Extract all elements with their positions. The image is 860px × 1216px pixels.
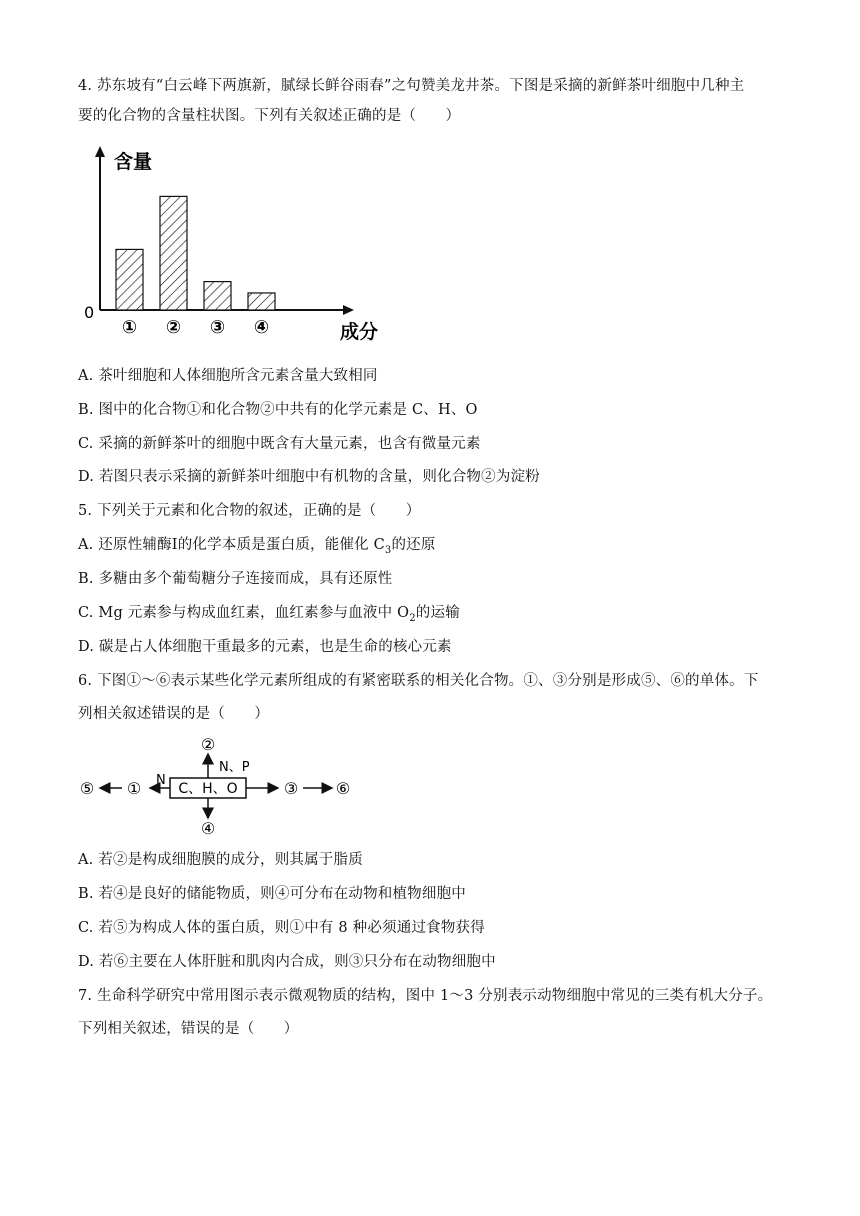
category-label-4: ④	[253, 317, 270, 338]
bar-2	[160, 196, 187, 310]
q6-stem-line2: 列相关叙述错误的是（ ）	[78, 706, 270, 722]
q5-stem: 5. 下列关于元素和化合物的叙述，正确的是（ ）	[78, 503, 421, 519]
q4-option-c: C. 采摘的新鲜茶叶的细胞中既含有大量元素，也含有微量元素	[78, 436, 481, 452]
q5-option-d: D. 碳是占人体细胞干重最多的元素，也是生命的核心元素	[78, 639, 452, 655]
bar-1	[116, 249, 143, 310]
node-3: ③	[283, 779, 299, 798]
node-5: ⑤	[79, 779, 95, 798]
q4-option-b: B. 图中的化合物①和化合物②中共有的化学元素是 C、H、O	[78, 402, 478, 418]
x-axis-arrow	[343, 305, 354, 315]
q6-option-b: B. 若④是良好的储能物质，则④可分布在动物和植物细胞中	[78, 886, 466, 902]
node-1: ①	[126, 779, 142, 798]
q5-option-a: A. 还原性辅酶Ⅰ的化学本质是蛋白质，能催化 $C_3$的还原	[78, 537, 436, 556]
category-label-2: ②	[165, 317, 182, 338]
q4-option-d: D. 若图只表示采摘的新鲜茶叶细胞中有机物的含量，则化合物②为淀粉	[78, 469, 540, 485]
q6-compound-diagram	[78, 732, 378, 840]
left-arrow-label: N	[156, 773, 166, 788]
q7-stem-line2: 下列相关叙述，错误的是（ ）	[78, 1021, 299, 1037]
category-label-3: ③	[209, 317, 226, 338]
bar-3	[204, 282, 231, 310]
q5-option-c: C. Mg 元素参与构成血红素，血红素参与血液中 $O_2$的运输	[78, 605, 460, 624]
q6-stem-line1: 6. 下图①～⑥表示某些化学元素所组成的有紧密联系的相关化合物。①、③分别是形成⑤、⑥的单体。下	[78, 673, 759, 689]
node-2: ②	[200, 735, 216, 754]
q6-option-a: A. 若②是构成细胞膜的成分，则其属于脂质	[78, 852, 363, 868]
x-axis-label: 成分	[340, 321, 379, 343]
top-arrow-label: N、P	[219, 760, 250, 775]
y-axis-label: 含量	[114, 151, 153, 173]
category-label-1: ①	[121, 317, 138, 338]
q6-option-c: C. 若⑤为构成人体的蛋白质，则①中有 8 种必须通过食物获得	[78, 920, 485, 936]
q4-stem-line1: 4. 苏东坡有“白云峰下两旗新，腻绿长鲜谷雨春”之句赞美龙井茶。下图是采摘的新鲜茶叶细胞中几种主	[78, 78, 745, 94]
q6-option-d: D. 若⑥主要在人体肝脏和肌肉内合成，则③只分布在动物细胞中	[78, 954, 496, 970]
q5-option-b: B. 多糖由多个葡萄糖分子连接而成，具有还原性	[78, 571, 393, 587]
node-6: ⑥	[335, 779, 351, 798]
q4-bar-chart	[78, 140, 398, 345]
bar-4	[248, 293, 275, 310]
q4-stem-line2: 要的化合物的含量柱状图。下列有关叙述正确的是（ ）	[78, 108, 461, 124]
origin-label: 0	[84, 303, 95, 322]
y-axis-arrow	[95, 146, 105, 157]
node-4: ④	[200, 819, 216, 838]
q4-option-a: A. 茶叶细胞和人体细胞所含元素含量大致相同	[78, 368, 378, 384]
q7-stem-line1: 7. 生命科学研究中常用图示表示微观物质的结构，图中 1～3 分别表示动物细胞中常见的三类有机大分子。	[78, 988, 773, 1004]
center-label: C、H、O	[178, 781, 238, 797]
